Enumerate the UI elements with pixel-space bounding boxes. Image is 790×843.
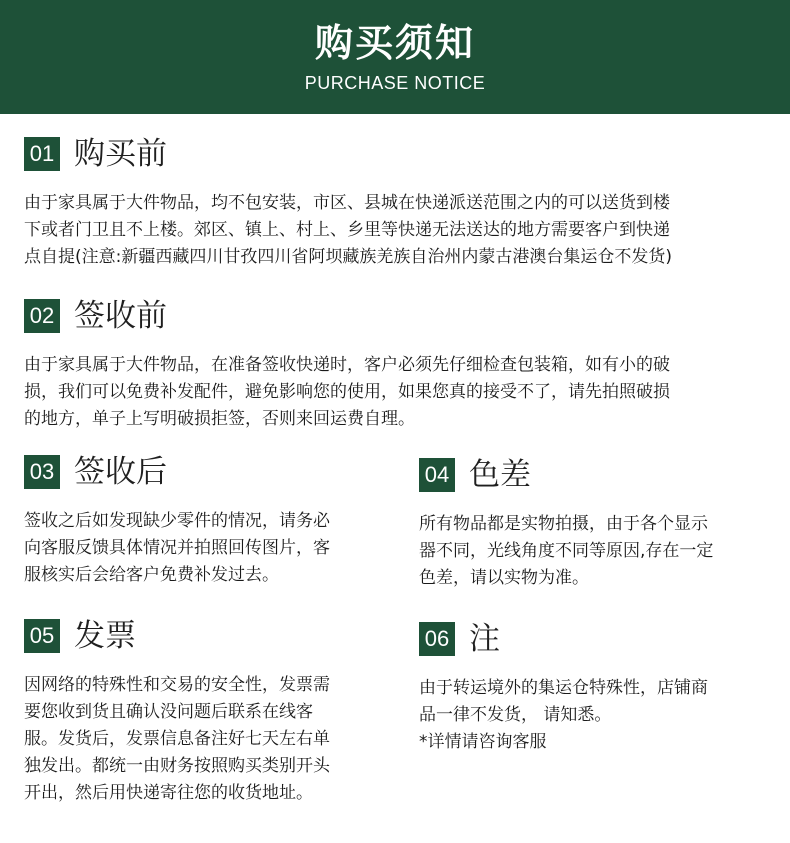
section-before-purchase [24, 134, 774, 271]
section-body [419, 675, 774, 756]
section-body [24, 672, 384, 807]
body-line: 签收之后如发现缺少零件的情况，请务必 [24, 511, 330, 531]
section-body [24, 190, 774, 271]
section-title: 签收前 [74, 298, 167, 334]
body-line: 的地方，单子上写明破损拒签，否则来回运费自理。 [24, 409, 415, 429]
section-heading [24, 616, 384, 656]
body-line: 要您收到货且确认没问题后联系在线客 [24, 702, 313, 722]
section-number-badge: 03 [24, 455, 60, 489]
body-line: 色差，请以实物为准。 [419, 568, 589, 588]
body-line: 由于转运境外的集运仓特殊性，店铺商 [419, 678, 708, 698]
section-title: 购买前 [74, 136, 167, 172]
section-body [24, 352, 774, 433]
section-number-badge: 01 [24, 137, 60, 171]
section-number-badge: 04 [419, 458, 455, 492]
section-number-badge: 06 [419, 622, 455, 656]
section-before-signing [24, 296, 774, 433]
body-line: 独发出。都统一由财务按照购买类别开头 [24, 756, 330, 776]
section-after-signing [24, 452, 384, 589]
body-line: 由于家具属于大件物品，在准备签收快递时，客户必须先仔细检查包装箱，如有小的破 [24, 355, 670, 375]
body-line: 服。发货后，发票信息备注好七天左右单 [24, 729, 330, 749]
body-line: 品一律不发货， 请知悉。 [419, 705, 612, 725]
section-invoice [24, 616, 384, 807]
section-heading [419, 455, 774, 495]
section-number-badge: 02 [24, 299, 60, 333]
body-line: 服核实后会给客户免费补发过去。 [24, 565, 279, 585]
section-title: 发票 [74, 618, 136, 654]
section-title: 色差 [469, 457, 531, 493]
page-subtitle: PURCHASE NOTICE [304, 73, 486, 93]
section-heading [24, 134, 774, 174]
body-line: 器不同，光线角度不同等原因,存在一定 [419, 541, 714, 561]
section-number-badge: 05 [24, 619, 60, 653]
section-body [419, 511, 774, 592]
body-line: 点自提(注意:新疆西藏四川甘孜四川省阿坝藏族羌族自治州内蒙古港澳台集运仓不发货) [24, 247, 672, 267]
section-heading [24, 296, 774, 336]
body-line: 开出，然后用快递寄往您的收货地址。 [24, 783, 313, 803]
body-line: 由于家具属于大件物品，均不包安装，市区、县城在快递派送范围之内的可以送货到楼 [24, 193, 670, 213]
section-color-difference [419, 455, 774, 592]
body-line: 向客服反馈具体情况并拍照回传图片，客 [24, 538, 330, 558]
section-heading [24, 452, 384, 492]
body-line: 下或者门卫且不上楼。郊区、镇上、村上、乡里等快递无法送达的地方需要客户到快递 [24, 220, 670, 240]
section-title: 注 [469, 621, 500, 657]
section-body [24, 508, 384, 589]
section-note [419, 619, 774, 756]
page-title: 购买须知 [314, 21, 475, 65]
header-banner [0, 0, 790, 114]
body-line: 所有物品都是实物拍摄，由于各个显示 [419, 514, 708, 534]
section-title: 签收后 [74, 454, 167, 490]
body-line: *详情请咨询客服 [419, 732, 547, 752]
section-heading [419, 619, 774, 659]
body-line: 因网络的特殊性和交易的安全性，发票需 [24, 675, 330, 695]
body-line: 损，我们可以免费补发配件，避免影响您的使用，如果您真的接受不了，请先拍照破损 [24, 382, 670, 402]
